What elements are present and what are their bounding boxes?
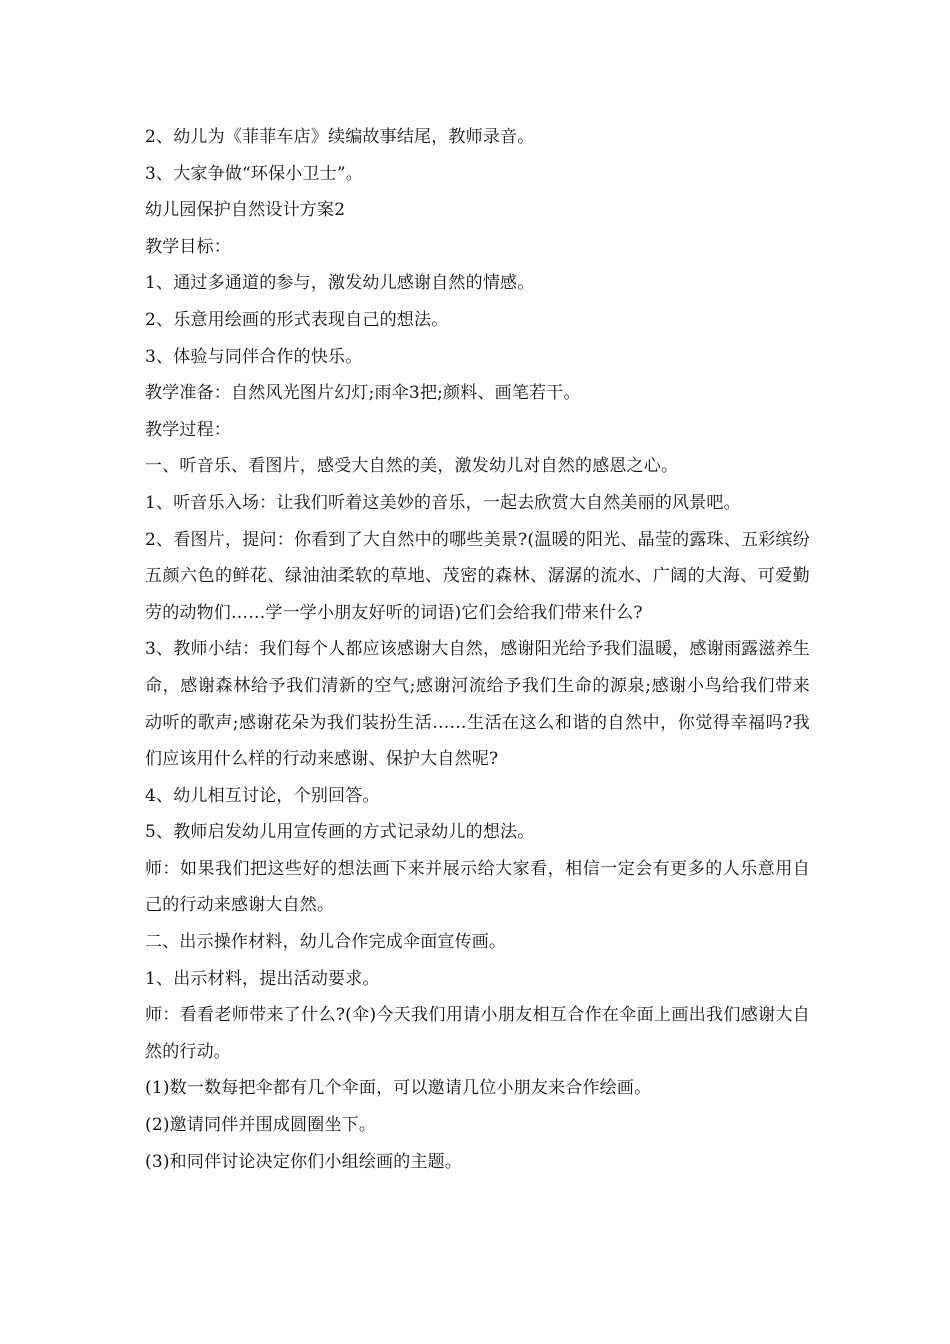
section-heading: 幼儿园保护自然设计方案2 bbox=[145, 200, 346, 221]
document-body bbox=[145, 119, 810, 1180]
paragraph-line: 2、幼儿为《菲菲车店》续编故事结尾，教师录音。 bbox=[145, 127, 535, 147]
paragraph-block: 3、教师小结：我们每个人都应该感谢大自然，感谢阳光给予我们温暖，感谢雨露滋养生命，感谢森林给予我们清新的空气;感谢河流给予我们生命的源泉;感谢小鸟给我们带来动听的歌声;感谢花朵为我们装扮生活……生活在这么和谐的自然中，你觉得幸福吗?我们应该用什么样的行动来感谢、保护大自然呢? bbox=[145, 639, 810, 770]
paragraph-line: (3)和同伴讨论决定你们小组绘画的主题。 bbox=[145, 1151, 463, 1172]
paragraph-line: 4、幼儿相互讨论，个别回答。 bbox=[145, 785, 380, 806]
paragraph-block: 师：看看老师带来了什么?(伞)今天我们用请小朋友相互合作在伞面上画出我们感谢大自然的行动。 bbox=[145, 1005, 810, 1062]
paragraph-line: 5、教师启发幼儿用宣传画的方式记录幼儿的想法。 bbox=[145, 822, 535, 843]
subheading-objectives: 教学目标： bbox=[145, 236, 231, 257]
subheading-process: 教学过程： bbox=[145, 419, 231, 440]
paragraph-line: (2)邀请同伴并围成圆圈坐下。 bbox=[145, 1115, 377, 1136]
paragraph-block: 师：如果我们把这些好的想法画下来并展示给大家看，相信一定会有更多的人乐意用自己的行动来感谢大自然。 bbox=[145, 858, 810, 916]
paragraph-line: 2、乐意用绘画的形式表现自己的想法。 bbox=[145, 309, 449, 330]
paragraph-line: (1)数一数每把伞都有几个伞面，可以邀请几位小朋友来合作绘画。 bbox=[145, 1078, 652, 1099]
paragraph-line: 3、体验与同伴合作的快乐。 bbox=[145, 346, 363, 367]
paragraph-line: 一、听音乐、看图片，感受大自然的美，激发幼儿对自然的感恩之心。 bbox=[145, 456, 679, 477]
paragraph-line: 1、通过多通道的参与，激发幼儿感谢自然的情感。 bbox=[145, 273, 535, 294]
paragraph-block: 2、看图片，提问：你看到了大自然中的哪些美景?(温暖的阳光、晶莹的露珠、五彩缤纷五颜六色的鲜花、绿油油柔软的草地、茂密的森林、潺潺的流水、广阔的大海、可爱勤劳的动物们……学一学小朋友好听的词语)它们会给我们带来什么? bbox=[145, 529, 810, 623]
paragraph-preparation: 教学准备：自然风光图片幻灯;雨伞3把;颜料、画笔若干。 bbox=[145, 383, 581, 404]
paragraph-line: 二、出示操作材料，幼儿合作完成伞面宣传画。 bbox=[145, 932, 507, 953]
paragraph-line: 1、听音乐入场：让我们听着这美妙的音乐，一起去欣赏大自然美丽的风景吧。 bbox=[145, 492, 741, 513]
paragraph-line: 1、出示材料，提出活动要求。 bbox=[145, 968, 380, 989]
paragraph-line: 3、大家争做“环保小卫士”。 bbox=[145, 163, 363, 184]
